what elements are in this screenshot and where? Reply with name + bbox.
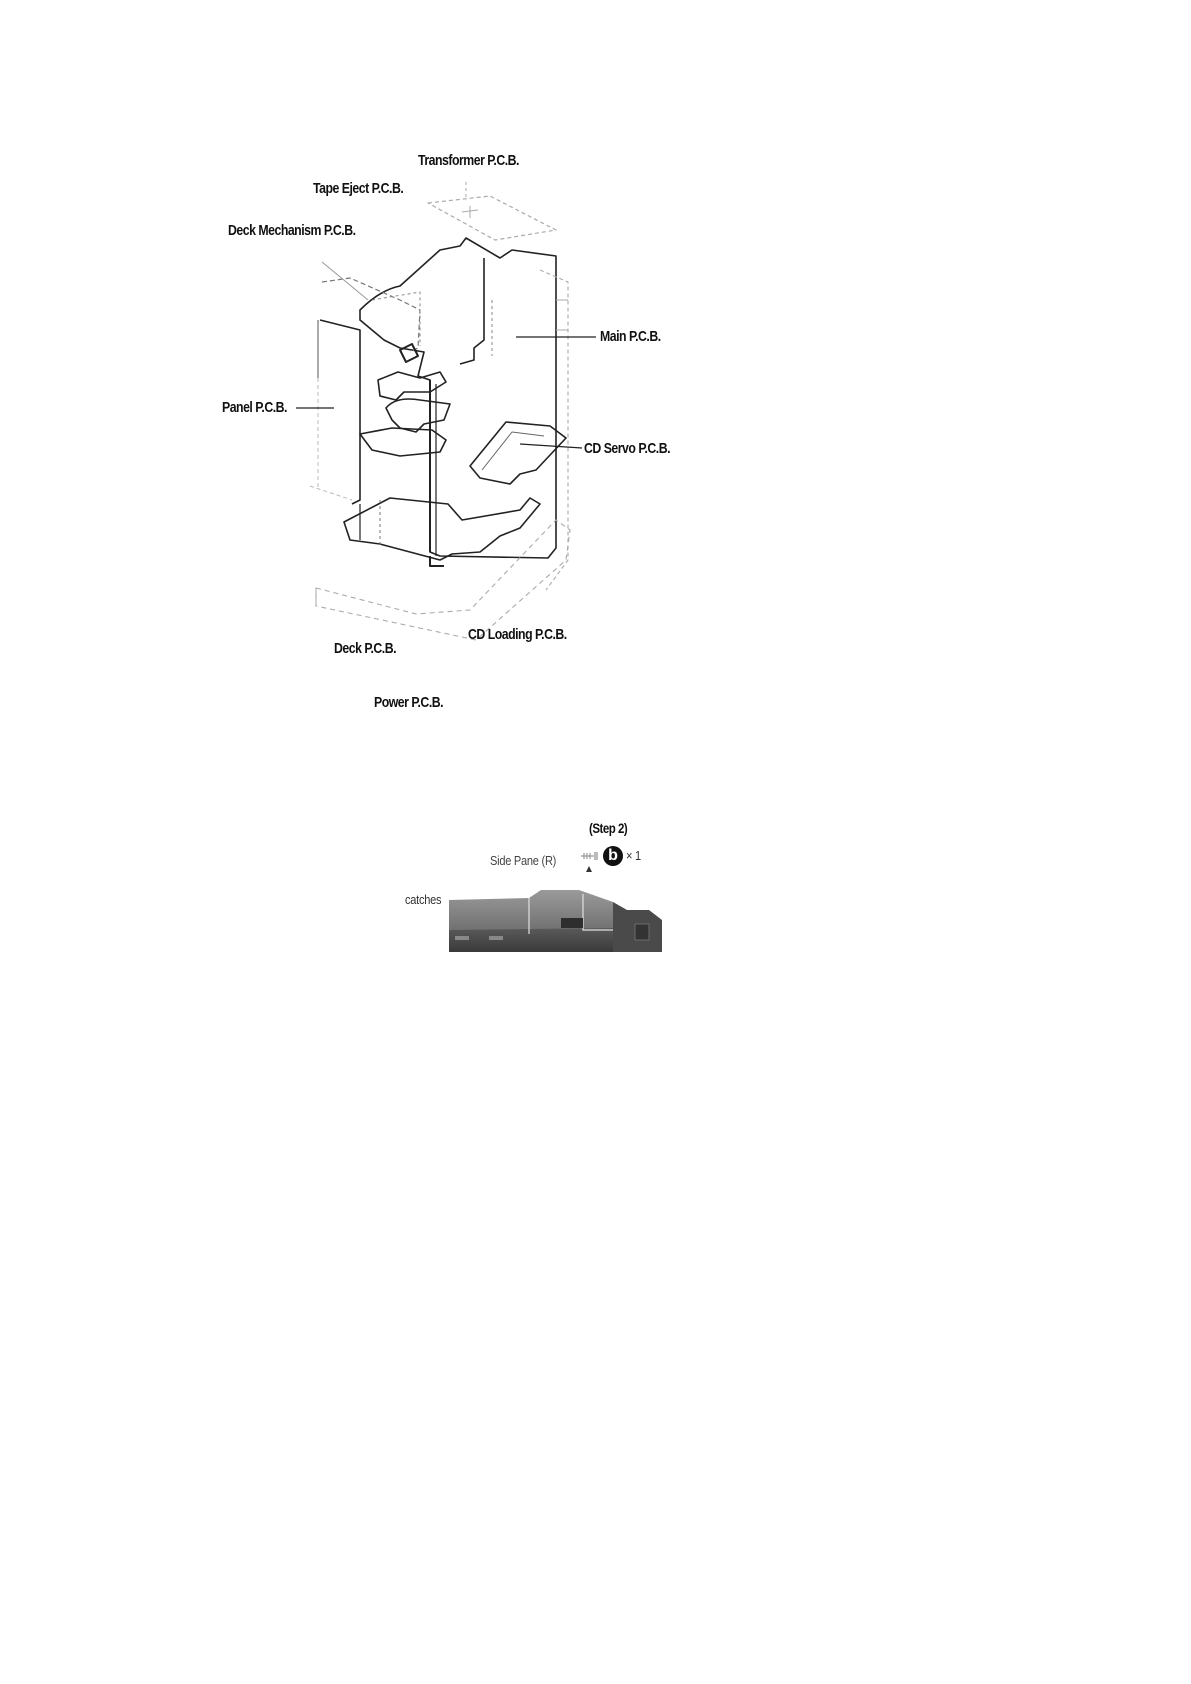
cd-servo-pcb-label: CD Servo P.C.B. xyxy=(584,440,671,457)
transformer-pcb-outline xyxy=(428,196,556,240)
deck-pcb-outline xyxy=(344,498,540,560)
panel-pcb-outline xyxy=(320,320,360,504)
cd-servo-pcb-outline xyxy=(470,422,566,484)
pointer-arrow-icon xyxy=(586,866,592,872)
side-panel-label: Side Pane (R) xyxy=(490,853,557,868)
catches-label: catches xyxy=(405,892,442,907)
main-pcb-label: Main P.C.B. xyxy=(600,328,661,345)
step-label: (Step 2) xyxy=(589,820,628,836)
leader-cd-servo xyxy=(520,444,582,448)
transformer-pcb-label: Transformer P.C.B. xyxy=(418,152,519,169)
tape-eject-pcb-label: Tape Eject P.C.B. xyxy=(313,180,404,197)
deck-mechanism-pcb-label: Deck Mechanism P.C.B. xyxy=(228,222,356,239)
power-pcb-label: Power P.C.B. xyxy=(374,694,444,711)
deck-pcb-label: Deck P.C.B. xyxy=(334,640,397,657)
screw-count: × 1 xyxy=(626,848,641,863)
panel-pcb-label: Panel P.C.B. xyxy=(222,399,287,416)
deck-mechanism-pcb-outline xyxy=(322,278,420,352)
screw-icon xyxy=(580,848,602,868)
power-pcb-outline xyxy=(316,520,570,640)
cd-loading-pcb-label: CD Loading P.C.B. xyxy=(468,626,567,643)
leader-deck-mechanism xyxy=(322,262,368,300)
unit-photo-fragment xyxy=(449,890,662,952)
screw-type-badge: b xyxy=(603,846,623,866)
